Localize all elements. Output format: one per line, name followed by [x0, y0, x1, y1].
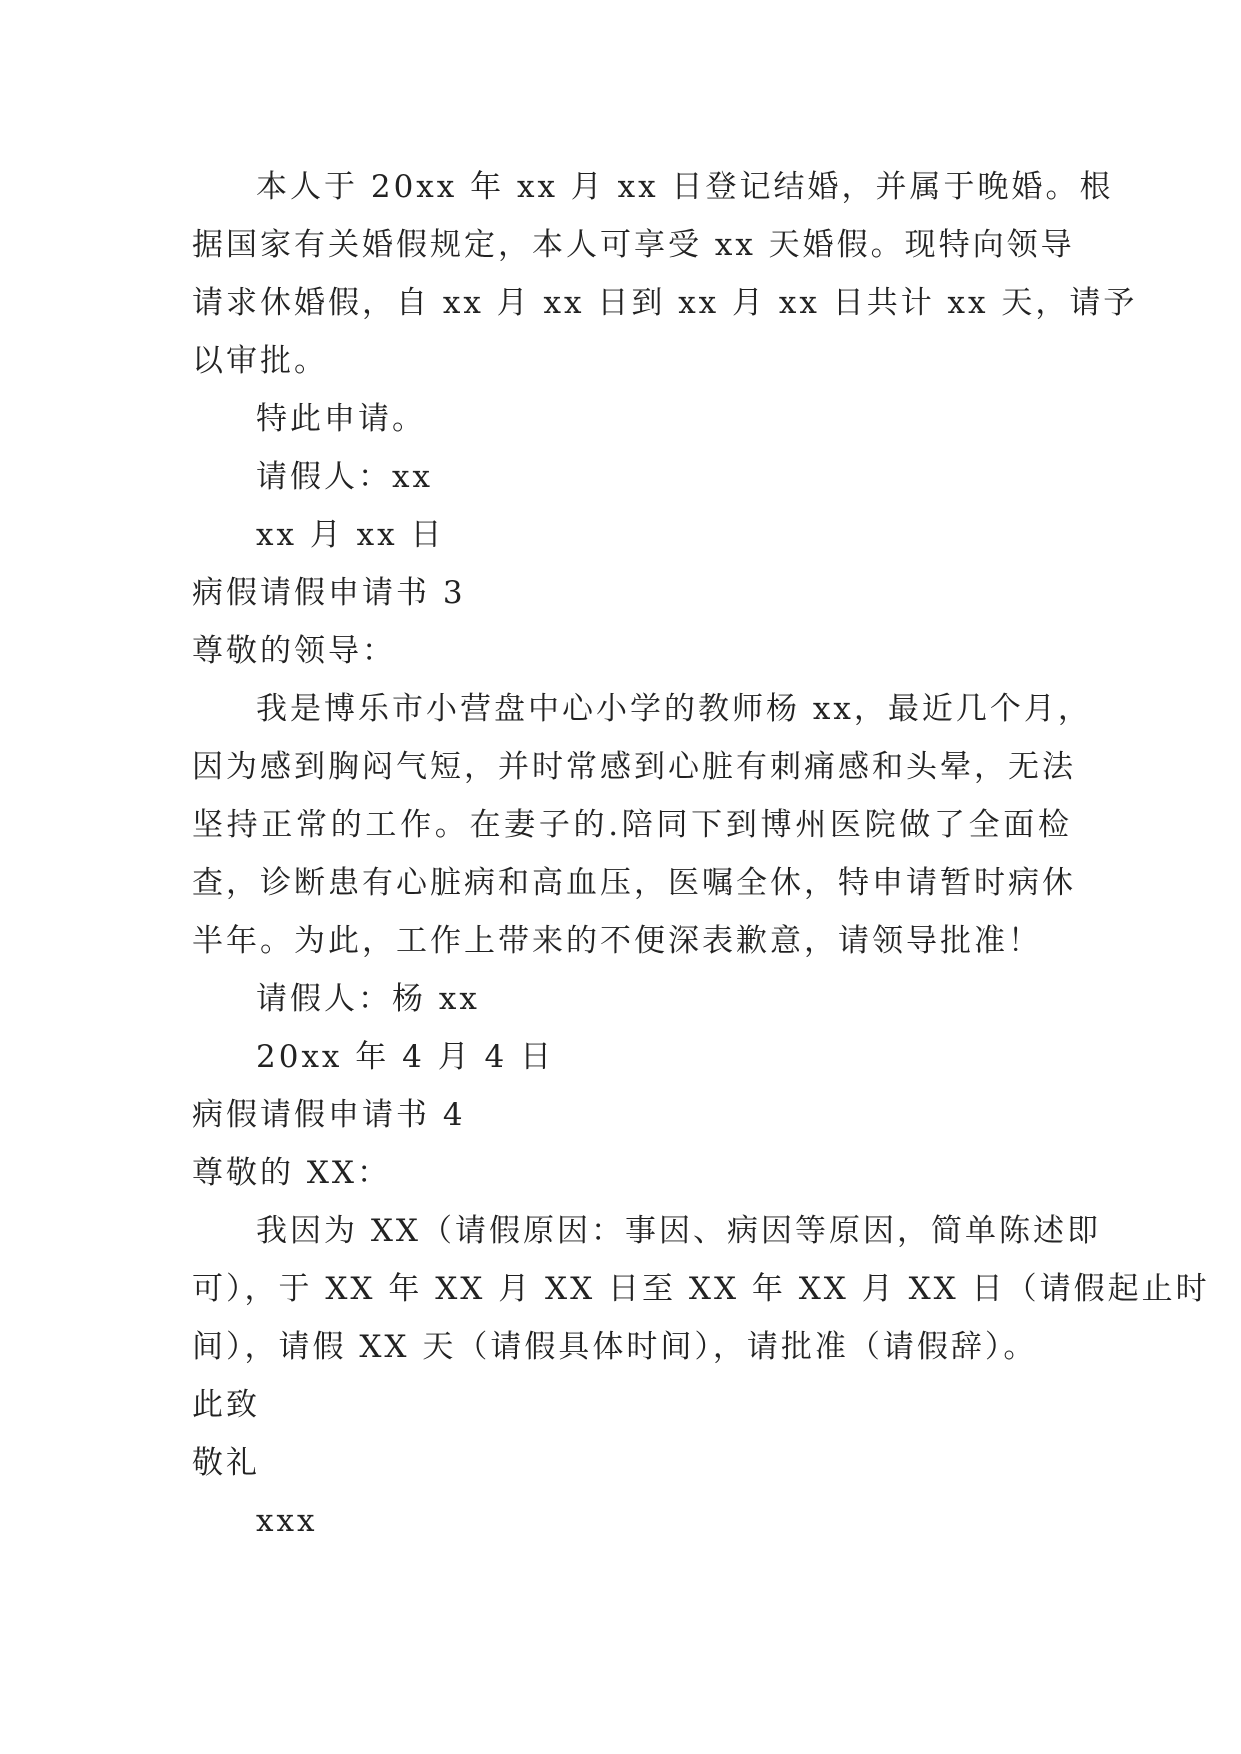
paragraph-line: 据国家有关婚假规定，本人可享受 xx 天婚假。现特向领导: [192, 227, 1075, 263]
paragraph-line: 我是博乐市小营盘中心小学的教师杨 xx，最近几个月，: [256, 691, 1092, 727]
paragraph-line: 查，诊断患有心脏病和高血压，医嘱全休，特申请暂时病休: [192, 865, 1076, 901]
paragraph-line: 间），请假 XX 天（请假具体时间），请批准（请假辞）。: [192, 1329, 1038, 1365]
closing-line: 此致: [192, 1387, 260, 1423]
applicant-line: 请假人：xx: [256, 459, 433, 495]
paragraph-line: 因为感到胸闷气短，并时常感到心脏有刺痛感和头晕，无法: [192, 749, 1076, 785]
salutation: 尊敬的领导：: [192, 633, 396, 669]
closing-line: 特此申请。: [256, 401, 426, 437]
paragraph-line: 本人于 20xx 年 xx 月 xx 日登记结婚，并属于晚婚。根: [256, 169, 1114, 205]
date-line: 20xx 年 4 月 4 日: [256, 1039, 555, 1075]
paragraph-line: 我因为 XX（请假原因：事因、病因等原因，简单陈述即: [256, 1213, 1101, 1249]
paragraph-line: 可），于 XX 年 XX 月 XX 日至 XX 年 XX 月 XX 日（请假起止时: [192, 1271, 1210, 1307]
applicant-line: 请假人：杨 xx: [256, 981, 480, 1017]
section-heading: 病假请假申请书 3: [192, 575, 466, 611]
paragraph-line: 请求休婚假，自 xx 月 xx 日到 xx 月 xx 日共计 xx 天，请予: [192, 285, 1138, 321]
salutation: 尊敬的 XX：: [192, 1155, 391, 1191]
paragraph-line: 坚持正常的工作。在妻子的.陪同下到博州医院做了全面检: [192, 807, 1072, 843]
signature-line: xxx: [256, 1503, 318, 1539]
section-heading: 病假请假申请书 4: [192, 1097, 466, 1133]
paragraph-line: 以审批。: [192, 343, 328, 379]
closing-line: 敬礼: [192, 1445, 260, 1481]
paragraph-line: 半年。为此，工作上带来的不便深表歉意，请领导批准！: [192, 923, 1042, 959]
date-line: xx 月 xx 日: [256, 517, 445, 553]
